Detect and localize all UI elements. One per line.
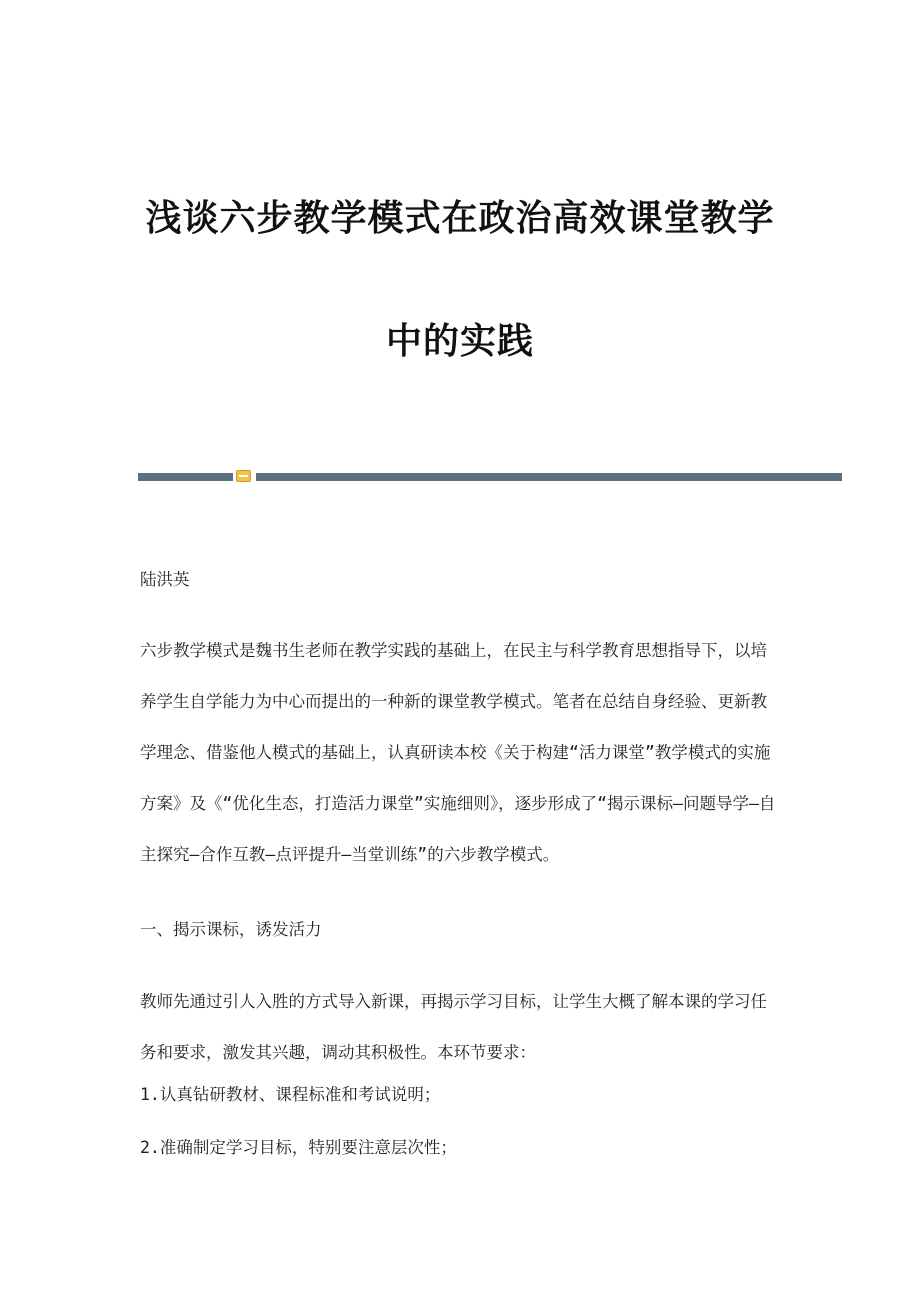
- intro-paragraph: 六步教学模式是魏书生老师在教学实践的基础上，在民主与科学教育思想指导下，以培养学生自学能力为中心而提出的一种新的课堂教学模式。笔者在总结自身经验、更新教学理念、借鉴他人模式的基础上，认真研读本校《关于构建“活力课堂”教学模式的实施方案》及《“优化生态，打造活力课堂”实施细则》，逐步形成了“揭示课标—问题导学—自主探究—合作互教—点评提升—当堂训练”的六步教学模式。: [140, 641, 776, 864]
- list-item: 1.认真钻研教材、课程标准和考试说明；: [140, 1085, 441, 1104]
- title-divider: [138, 470, 842, 482]
- divider-bar-right: [256, 473, 842, 481]
- author-name: 陆洪英: [140, 570, 190, 589]
- section-heading-1: 一、揭示课标，诱发活力: [140, 920, 322, 939]
- document-title-line-2: 中的实践: [385, 321, 534, 362]
- list-item: 2.准确制定学习目标，特别要注意层次性；: [140, 1138, 457, 1157]
- section-1-paragraph: 教师先通过引人入胜的方式导入新课，再揭示学习目标，让学生大概了解本课的学习任务和要求，激发其兴趣，调动其积极性。本环节要求：: [140, 992, 767, 1062]
- divider-bar-left: [138, 473, 233, 481]
- divider-ornament-icon: [236, 470, 251, 482]
- document-title-line-1: 浅谈六步教学模式在政治高效课堂教学: [145, 198, 775, 239]
